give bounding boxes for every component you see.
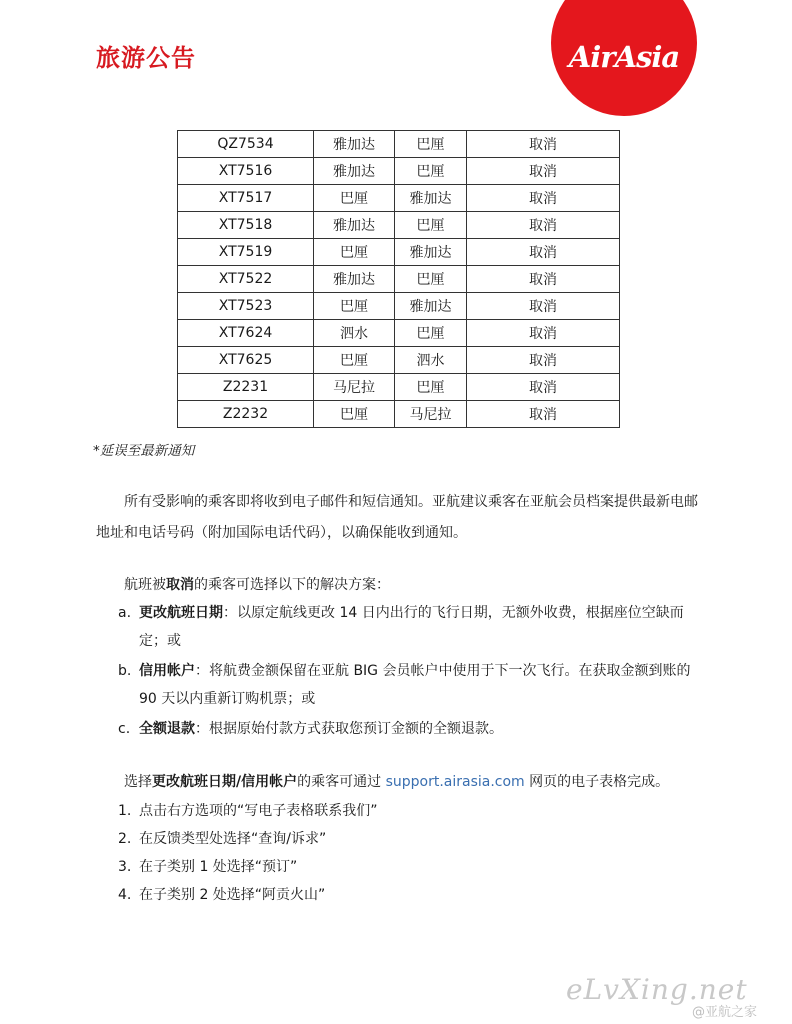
status-cell: 取消 <box>467 320 620 347</box>
destination-cell: 巴厘 <box>395 374 467 401</box>
delay-note: *延误至最新通知 <box>93 443 195 459</box>
origin-cell: 雅加达 <box>314 266 395 293</box>
step-item <box>96 797 378 825</box>
status-cell: 取消 <box>467 158 620 185</box>
option-text: ：根据原始付款方式获取您预订金额的全额退款。 <box>195 721 503 737</box>
destination-cell: 巴厘 <box>395 131 467 158</box>
origin-cell: 巴厘 <box>314 239 395 266</box>
support-link[interactable]: support.airasia.com <box>385 774 525 790</box>
steps-intro-middle: 的乘客可通过 <box>297 774 386 790</box>
destination-cell: 雅加达 <box>395 239 467 266</box>
flight-number-cell: XT7519 <box>178 239 314 266</box>
status-cell: 取消 <box>467 293 620 320</box>
notice-paragraph: 所有受影响的乘客即将收到电子邮件和短信通知。亚航建议乘客在亚航会员档案提供最新电邮地址和电话号码（附加国际电话代码），以确保能收到通知。 <box>96 494 698 541</box>
flight-number-cell: XT7625 <box>178 347 314 374</box>
options-intro <box>124 574 390 594</box>
option-title: 全额退款 <box>139 721 195 737</box>
flight-table <box>177 130 620 428</box>
option-item <box>96 657 708 713</box>
status-cell: 取消 <box>467 131 620 158</box>
origin-cell: 巴厘 <box>314 347 395 374</box>
steps-list <box>96 797 378 909</box>
table-row <box>178 266 620 293</box>
destination-cell: 雅加达 <box>395 185 467 212</box>
option-text: ：将航费金额保留在亚航 BIG 会员帐户中使用于下一次飞行。在获取金额到账的 90 天以内重新订购机票；或 <box>139 663 691 707</box>
origin-cell: 泗水 <box>314 320 395 347</box>
destination-cell: 巴厘 <box>395 320 467 347</box>
step-marker: 1. <box>118 803 132 819</box>
airasia-logo <box>551 0 697 116</box>
table-row <box>178 293 620 320</box>
options-list <box>96 599 708 745</box>
airasia-logo-text: AirAsia <box>568 40 680 74</box>
status-cell: 取消 <box>467 374 620 401</box>
flight-number-cell: QZ7534 <box>178 131 314 158</box>
steps-intro-before: 选择 <box>124 774 152 790</box>
status-cell: 取消 <box>467 239 620 266</box>
option-title: 更改航班日期 <box>139 605 223 621</box>
origin-cell: 雅加达 <box>314 158 395 185</box>
step-text: 在反馈类型处选择“查询/诉求” <box>139 831 327 847</box>
table-row <box>178 185 620 212</box>
table-row <box>178 401 620 428</box>
destination-cell: 巴厘 <box>395 212 467 239</box>
status-cell: 取消 <box>467 347 620 374</box>
flight-number-cell: Z2232 <box>178 401 314 428</box>
destination-cell: 巴厘 <box>395 266 467 293</box>
step-text: 点击右方选项的“写电子表格联系我们” <box>139 803 378 819</box>
flight-number-cell: XT7517 <box>178 185 314 212</box>
option-item <box>96 715 708 743</box>
step-item <box>96 853 378 881</box>
site-watermark: eLvXing.net <box>566 973 748 1006</box>
table-row <box>178 374 620 401</box>
option-text: ：以原定航线更改 14 日内出行的飞行日期，无额外收费，根据座位空缺而定；或 <box>139 605 684 649</box>
weibo-watermark: @亚航之家 <box>692 1005 758 1020</box>
steps-intro <box>124 771 669 791</box>
destination-cell: 马尼拉 <box>395 401 467 428</box>
flight-number-cell: XT7516 <box>178 158 314 185</box>
destination-cell: 雅加达 <box>395 293 467 320</box>
flight-number-cell: XT7624 <box>178 320 314 347</box>
step-text: 在子类别 1 处选择“预订” <box>139 859 298 875</box>
table-row <box>178 320 620 347</box>
steps-intro-after: 网页的电子表格完成。 <box>524 774 670 790</box>
status-cell: 取消 <box>467 212 620 239</box>
destination-cell: 泗水 <box>395 347 467 374</box>
origin-cell: 雅加达 <box>314 131 395 158</box>
flight-number-cell: XT7518 <box>178 212 314 239</box>
table-row <box>178 158 620 185</box>
origin-cell: 雅加达 <box>314 212 395 239</box>
step-item <box>96 825 378 853</box>
options-intro-before: 航班被 <box>124 577 166 593</box>
origin-cell: 巴厘 <box>314 185 395 212</box>
steps-intro-bold: 更改航班日期/信用帐户 <box>152 774 298 790</box>
flight-number-cell: XT7523 <box>178 293 314 320</box>
origin-cell: 巴厘 <box>314 401 395 428</box>
step-marker: 2. <box>118 831 132 847</box>
step-item <box>96 881 378 909</box>
table-row <box>178 239 620 266</box>
origin-cell: 马尼拉 <box>314 374 395 401</box>
table-row <box>178 347 620 374</box>
table-row <box>178 212 620 239</box>
options-intro-after: 的乘客可选择以下的解决方案： <box>194 577 390 593</box>
step-marker: 4. <box>118 887 132 903</box>
status-cell: 取消 <box>467 401 620 428</box>
status-cell: 取消 <box>467 185 620 212</box>
option-marker: a. <box>118 605 132 621</box>
page-title: 旅游公告 <box>96 44 196 72</box>
option-title: 信用帐户 <box>139 663 195 679</box>
table-row <box>178 131 620 158</box>
step-marker: 3. <box>118 859 132 875</box>
origin-cell: 巴厘 <box>314 293 395 320</box>
destination-cell: 巴厘 <box>395 158 467 185</box>
option-item <box>96 599 708 655</box>
options-intro-bold: 取消 <box>166 577 194 593</box>
flight-number-cell: Z2231 <box>178 374 314 401</box>
status-cell: 取消 <box>467 266 620 293</box>
flight-number-cell: XT7522 <box>178 266 314 293</box>
step-text: 在子类别 2 处选择“阿贡火山” <box>139 887 326 903</box>
option-marker: b. <box>118 663 132 679</box>
option-marker: c. <box>118 721 131 737</box>
